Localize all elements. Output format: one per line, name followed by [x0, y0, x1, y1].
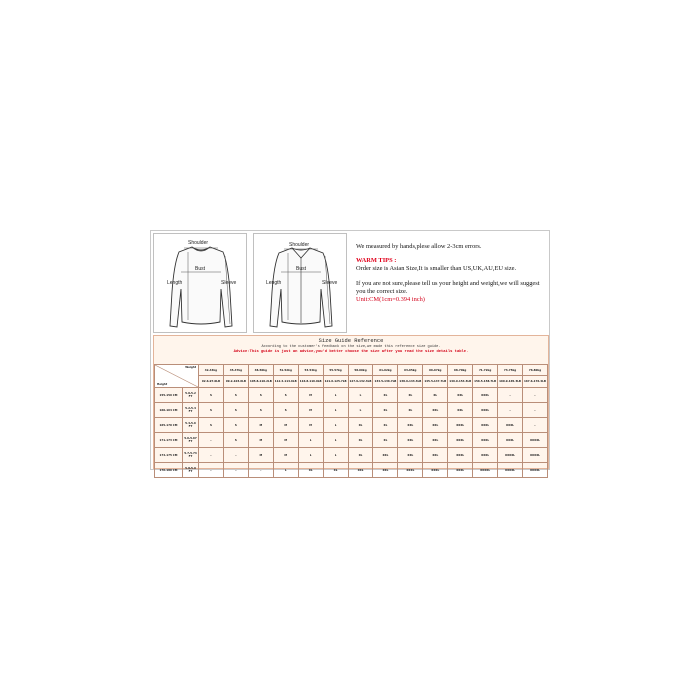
- weight-lb-header: 160.9-165.3LB: [498, 376, 523, 388]
- size-cell: XL: [298, 463, 323, 478]
- size-cell: XXXL: [448, 433, 473, 448]
- front-shoulder-label: Shoulder: [188, 240, 209, 246]
- corner-weight-label: Weight: [185, 365, 196, 369]
- size-cell: XL: [423, 388, 448, 403]
- size-cell: XXXL: [473, 388, 498, 403]
- size-cell: XXL: [448, 388, 473, 403]
- back-sleeve-label: Sleeve: [322, 280, 338, 286]
- size-cell: XL: [323, 463, 348, 478]
- size-cell: XL: [348, 418, 373, 433]
- weight-kg-header: 51-52kg: [273, 365, 298, 376]
- height-ft-cell: 5.6-5.67 FT: [183, 433, 199, 448]
- size-cell: L: [273, 463, 298, 478]
- size-cell: -: [223, 448, 248, 463]
- height-cm-cell: 155-159 CM: [155, 388, 183, 403]
- size-row: [155, 448, 548, 463]
- warm-tips-text: Order size is Asian Size,It is smaller than US,UK,AU,EU size.: [356, 265, 517, 273]
- size-cell: L: [348, 388, 373, 403]
- size-row: [155, 463, 548, 478]
- size-cell: XXXXL: [522, 463, 547, 478]
- weight-lb-header: 149.9-154.3LB: [448, 376, 473, 388]
- size-cell: XXXXL: [522, 448, 547, 463]
- front-sleeve-label: Sleeve: [221, 280, 237, 286]
- size-cell: XL: [348, 433, 373, 448]
- size-cell: XXXL: [498, 433, 523, 448]
- size-cell: XXXXL: [522, 433, 547, 448]
- size-cell: M: [298, 388, 323, 403]
- size-cell: XXL: [373, 448, 398, 463]
- size-cell: S: [199, 388, 224, 403]
- height-ft-cell: 5.4-5.6 FT: [183, 418, 199, 433]
- size-row: [155, 403, 548, 418]
- size-cell: -: [498, 388, 523, 403]
- size-cell: XXXL: [398, 463, 423, 478]
- warm-tips-title: WARM TIPS :: [356, 257, 397, 265]
- weight-lb-header: 138.9-143.3LB: [398, 376, 423, 388]
- measurement-notes: [356, 243, 548, 304]
- size-cell: L: [323, 403, 348, 418]
- size-cell: L: [323, 388, 348, 403]
- size-cell: XXXL: [448, 463, 473, 478]
- measured-note: We measured by hands,plese allow 2-3cm errors.: [356, 243, 482, 250]
- size-cell: M: [248, 448, 273, 463]
- size-cell: L: [323, 418, 348, 433]
- size-cell: L: [323, 433, 348, 448]
- height-ft-cell: 5.2-5.4 FT: [183, 403, 199, 418]
- size-cell: XXXL: [473, 403, 498, 418]
- weight-kg-row: [155, 365, 548, 376]
- size-cell: S: [273, 403, 298, 418]
- height-cm-cell: 176-180 CM: [155, 463, 183, 478]
- height-ft-cell: 5.8-5.9 FT: [183, 463, 199, 478]
- size-cell: L: [348, 403, 373, 418]
- height-cm-cell: 171-173 CM: [155, 433, 183, 448]
- guide-title: Size Guide Reference: [318, 338, 384, 344]
- weight-kg-header: 53-54kg: [298, 365, 323, 376]
- size-cell: XXXL: [473, 448, 498, 463]
- weight-lb-header: 116.8-119.0LB: [298, 376, 323, 388]
- size-cell: XL: [398, 403, 423, 418]
- size-cell: XXL: [348, 463, 373, 478]
- weight-lb-header: 145.5-147.7LB: [423, 376, 448, 388]
- size-cell: -: [522, 403, 547, 418]
- size-cell: M: [273, 433, 298, 448]
- size-cell: S: [273, 388, 298, 403]
- size-cell: XL: [373, 433, 398, 448]
- size-table: [154, 364, 548, 478]
- size-cell: S: [223, 403, 248, 418]
- size-cell: XXL: [423, 448, 448, 463]
- back-view-sketch: [253, 233, 347, 333]
- size-cell: XXXL: [448, 448, 473, 463]
- size-row: [155, 418, 548, 433]
- corner-height-label: Height: [157, 382, 168, 387]
- front-length-label: Length: [167, 280, 183, 286]
- size-cell: S: [248, 388, 273, 403]
- weight-lb-header: 121.6-125.7LB: [323, 376, 348, 388]
- height-ft-cell: 5.7-5.74 FT: [183, 448, 199, 463]
- size-guide: [153, 335, 549, 473]
- size-cell: XL: [398, 388, 423, 403]
- size-cell: S: [199, 418, 224, 433]
- guide-advice: Advice:This guide is just an advice,you'd better choose the size after you read the size details table.: [233, 349, 469, 354]
- size-cell: M: [273, 448, 298, 463]
- weight-kg-header: 48-50kg: [248, 365, 273, 376]
- weight-kg-header: 63-65kg: [398, 365, 423, 376]
- height-cm-cell: 165-170 CM: [155, 418, 183, 433]
- weight-kg-header: 55-57kg: [323, 365, 348, 376]
- size-cell: S: [199, 403, 224, 418]
- weight-kg-header: 68-70kg: [448, 365, 473, 376]
- size-cell: -: [199, 433, 224, 448]
- size-cell: XXL: [448, 403, 473, 418]
- size-cell: M: [298, 418, 323, 433]
- height-cm-cell: 160-164 CM: [155, 403, 183, 418]
- size-cell: XL: [373, 418, 398, 433]
- size-cell: M: [248, 418, 273, 433]
- size-cell: XXL: [398, 418, 423, 433]
- size-cell: XXXL: [423, 463, 448, 478]
- size-advice-note: If you are not sure,please tell us your height and weight,we will suggest you the correct size.: [356, 279, 540, 295]
- weight-lb-header: 127.9-132.3LB: [348, 376, 373, 388]
- size-cell: XXXL: [498, 418, 523, 433]
- size-cell: -: [199, 463, 224, 478]
- size-cell: S: [223, 388, 248, 403]
- weight-lb-header: 105.8-110.2LB: [248, 376, 273, 388]
- weight-kg-header: 71-72kg: [473, 365, 498, 376]
- size-cell: XXL: [423, 418, 448, 433]
- height-cm-cell: 174-175 CM: [155, 448, 183, 463]
- size-cell: XXXL: [473, 433, 498, 448]
- weight-kg-header: 58-60kg: [348, 365, 373, 376]
- size-cell: S: [223, 418, 248, 433]
- weight-kg-header: 76-80kg: [522, 365, 547, 376]
- size-cell: XXL: [398, 448, 423, 463]
- size-cell: XXXXL: [498, 463, 523, 478]
- size-cell: -: [522, 418, 547, 433]
- weight-kg-header: 73-75kg: [498, 365, 523, 376]
- weight-kg-header: 42-44kg: [199, 365, 224, 376]
- weight-lb-row: [155, 376, 548, 388]
- back-bust-label: Bust: [296, 266, 307, 272]
- size-cell: XL: [348, 448, 373, 463]
- size-cell: XL: [373, 388, 398, 403]
- size-cell: XXXXL: [473, 463, 498, 478]
- size-cell: XL: [373, 403, 398, 418]
- size-cell: -: [498, 403, 523, 418]
- size-cell: -: [223, 463, 248, 478]
- size-cell: L: [298, 448, 323, 463]
- size-cell: -: [248, 463, 273, 478]
- back-shoulder-label: Shoulder: [289, 242, 310, 248]
- guide-subtitle: According to the customer's feedback on the size,we made this reference size guide.: [261, 344, 441, 349]
- weight-kg-header: 66-67kg: [423, 365, 448, 376]
- size-cell: S: [248, 403, 273, 418]
- size-cell: XXL: [423, 403, 448, 418]
- size-cell: XXL: [398, 433, 423, 448]
- height-ft-cell: 5.0-5.2 FT: [183, 388, 199, 403]
- size-cell: XXXXL: [498, 448, 523, 463]
- size-cell: XXXL: [473, 418, 498, 433]
- weight-lb-header: 134.5-136.7LB: [373, 376, 398, 388]
- size-row: [155, 433, 548, 448]
- size-cell: L: [323, 448, 348, 463]
- size-cell: XXXL: [448, 418, 473, 433]
- front-view-sketch: [153, 233, 247, 333]
- size-cell: M: [298, 403, 323, 418]
- size-row: [155, 388, 548, 403]
- weight-kg-header: 61-62kg: [373, 365, 398, 376]
- size-cell: -: [522, 388, 547, 403]
- size-chart-panel: [150, 230, 550, 473]
- size-cell: S: [223, 433, 248, 448]
- size-cell: XXL: [373, 463, 398, 478]
- size-cell: M: [273, 418, 298, 433]
- back-length-label: Length: [266, 280, 282, 286]
- weight-lb-header: 156.5-158.7LB: [473, 376, 498, 388]
- size-cell: L: [298, 433, 323, 448]
- size-cell: M: [248, 433, 273, 448]
- unit-note: Unit:CM(1cm=0.394 inch): [356, 295, 425, 303]
- weight-lb-header: 92.6-97.0LB: [199, 376, 224, 388]
- weight-lb-header: 99.2-103.6LB: [223, 376, 248, 388]
- corner-cell: [155, 365, 199, 388]
- front-bust-label: Bust: [195, 266, 206, 272]
- size-cell: -: [199, 448, 224, 463]
- weight-kg-header: 45-47kg: [223, 365, 248, 376]
- weight-lb-header: 112.4-114.6LB: [273, 376, 298, 388]
- weight-lb-header: 167.6-176.4LB: [522, 376, 547, 388]
- size-cell: XXL: [423, 433, 448, 448]
